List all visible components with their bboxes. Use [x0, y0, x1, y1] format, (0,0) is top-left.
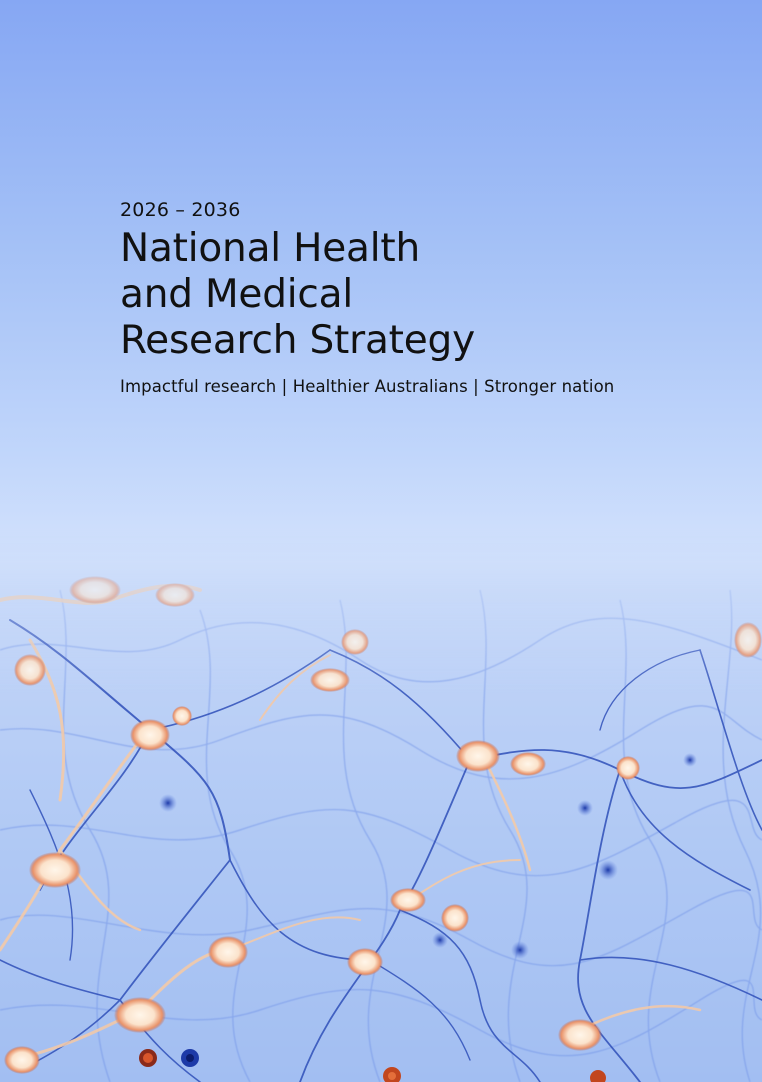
- title-block: [120, 198, 720, 398]
- report-title-line-2: and Medical: [120, 272, 353, 317]
- report-title-line-3: Research Strategy: [120, 318, 475, 363]
- report-title: [120, 226, 720, 364]
- report-title-line-1: National Health: [120, 226, 420, 271]
- tagline: Impactful research | Healthier Australians | Stronger nation: [120, 377, 615, 396]
- neuron-network-image: [0, 530, 762, 1082]
- year-range: 2026 – 2036: [120, 199, 241, 221]
